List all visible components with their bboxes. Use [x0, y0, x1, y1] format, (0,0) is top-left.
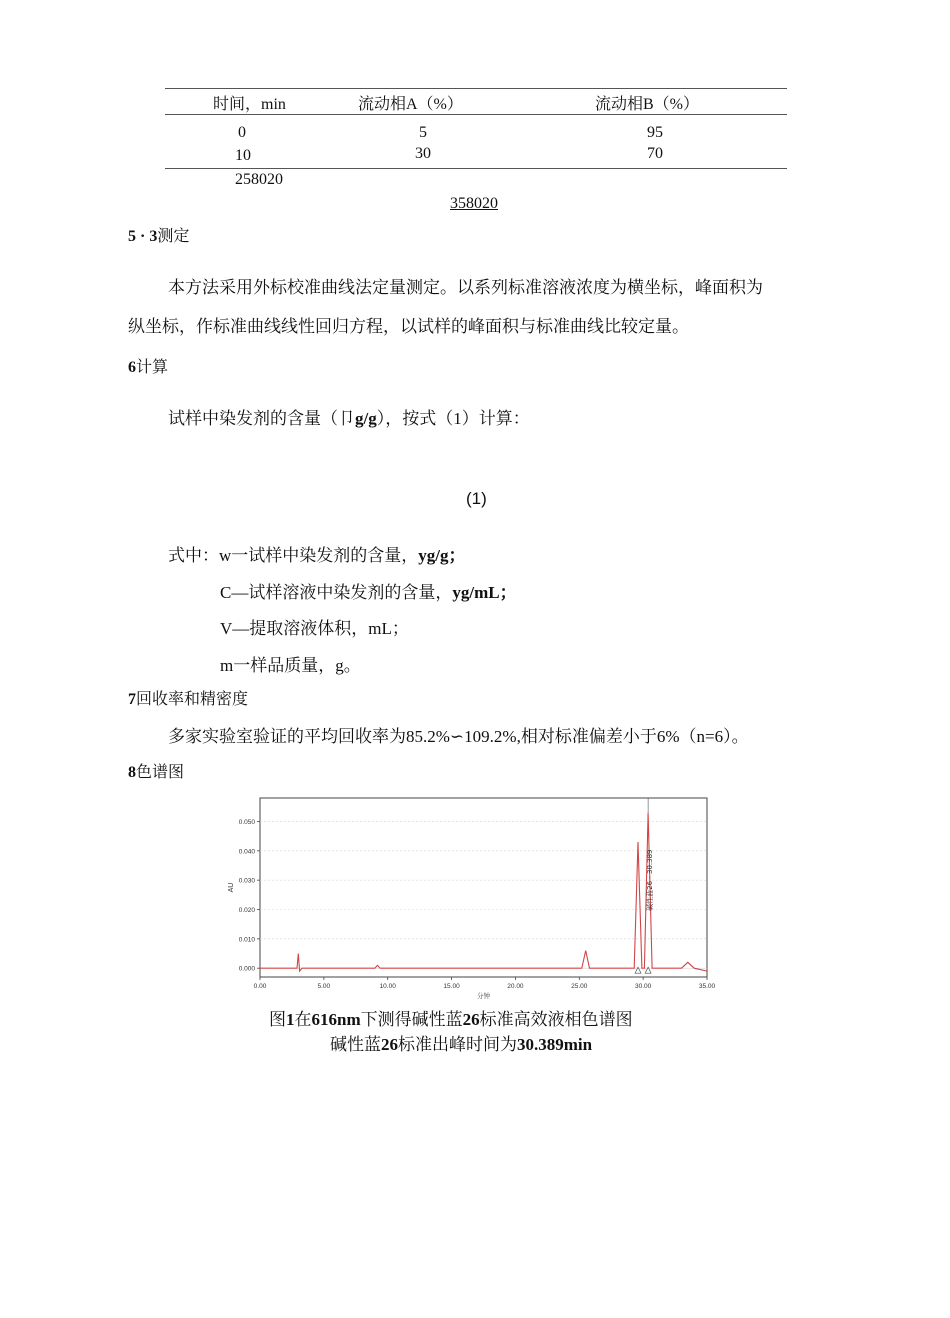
where-line-c [220, 578, 517, 603]
y-tick-label: 0.030 [238, 877, 255, 885]
equation-label: (1) [466, 489, 487, 508]
y-tick-label: 0.020 [238, 907, 255, 915]
section-heading-7 [128, 686, 248, 709]
caption-text: 图 [269, 1010, 286, 1029]
caption-text: 下测得碱性蓝 [360, 1010, 463, 1029]
table-header-time: 时间，min [213, 96, 286, 113]
x-tick-label: 5.00 [317, 983, 331, 990]
where-line-m: m一样品质量，g。 [220, 656, 361, 675]
section-title: 色谱图 [136, 764, 185, 781]
x-tick-label: 20.00 [507, 983, 524, 990]
table-trailing-value: 258020 [235, 171, 283, 188]
section-number: 8 [128, 764, 136, 781]
table-cell: 30 [415, 145, 431, 162]
x-tick-label: 15.00 [443, 983, 460, 990]
chromatogram-svg [222, 793, 722, 1000]
caption-text: 标准出峰时间为 [398, 1035, 517, 1054]
where-text: C—试样溶液中染发剂的含量， [220, 583, 453, 602]
figure-caption-line2 [330, 1030, 592, 1055]
table-cell: 95 [647, 124, 663, 141]
section-title: 计算 [136, 359, 169, 376]
y-axis-label: AU [228, 882, 235, 893]
caption-wavelength: 616nm [311, 1010, 361, 1029]
caption-number: 26 [381, 1035, 398, 1054]
calc-intro-text: ），按式（1）计算： [376, 409, 530, 428]
where-line-w [168, 541, 466, 566]
x-tick-label: 10.00 [379, 983, 396, 990]
peak-annotation: 碱性蓝26 - 30.389 [646, 849, 655, 911]
section-heading-6 [128, 354, 168, 377]
y-tick-label: 0.050 [238, 818, 255, 826]
table-cell: 5 [419, 124, 427, 141]
unit-glyph: 卩 [338, 409, 355, 428]
x-tick-label: 0.00 [253, 983, 267, 990]
table-cell: 0 [238, 124, 246, 141]
where-text: w一试样中染发剂的含量， [219, 546, 419, 565]
table-top-rule [165, 88, 787, 89]
y-tick-label: 0.000 [238, 965, 255, 973]
unit-text: g/g [355, 409, 377, 428]
caption-retention-time: 30.389min [517, 1035, 593, 1054]
table-cell: 70 [647, 145, 663, 162]
recovery-paragraph: 多家实验室验证的平均回收率为85.2%∽109.2%,相对标准偏差小于6%（n=6）。 [168, 727, 749, 746]
table-header-phase-a: 流动相A（%） [358, 96, 463, 113]
caption-text: 在 [294, 1010, 312, 1029]
calc-intro-text: 试样中染发剂的含量（ [168, 409, 338, 428]
where-unit: yg/g； [418, 546, 466, 565]
section-number: 7 [128, 691, 136, 708]
section-number: 5 · 3 [128, 228, 158, 245]
chromatogram-chart [222, 793, 722, 1000]
table-trailing-value-underlined: 358020 [450, 195, 498, 212]
where-line-v: V—提取溶液体积，mL； [220, 619, 409, 638]
calc-intro [168, 404, 530, 429]
y-tick-label: 0.010 [238, 936, 255, 944]
table-header-phase-b: 流动相B（%） [595, 96, 700, 113]
caption-text: 碱性蓝 [330, 1035, 381, 1054]
x-tick-label: 35.00 [698, 983, 716, 990]
x-axis-label: 分钟 [477, 992, 490, 1000]
section-heading-8 [128, 759, 184, 782]
table-header-rule [165, 114, 787, 115]
caption-number: 1 [286, 1010, 295, 1029]
where-lead: 式中： [168, 546, 219, 565]
paragraph-line: 本方法采用外标校准曲线法定量测定。以系列标准溶液浓度为横坐标，峰面积为 [168, 278, 763, 297]
y-tick-label: 0.040 [238, 848, 255, 856]
x-tick-label: 25.00 [571, 983, 588, 990]
table-cell: 10 [235, 147, 251, 164]
section-title: 回收率和精密度 [136, 691, 249, 708]
section-heading-5-3 [128, 223, 189, 246]
table-bottom-rule [165, 168, 787, 169]
section-title: 测定 [157, 228, 190, 245]
figure-caption-line1 [269, 1005, 633, 1030]
section-number: 6 [128, 359, 136, 376]
x-tick-label: 30.00 [635, 983, 652, 990]
where-unit: yg/mL； [452, 583, 517, 602]
caption-text: 标准高效液相色谱图 [479, 1010, 633, 1029]
caption-number: 26 [462, 1010, 480, 1029]
paragraph-line: 纵坐标，作标准曲线线性回归方程，以试样的峰面积与标准曲线比较定量。 [128, 317, 689, 336]
